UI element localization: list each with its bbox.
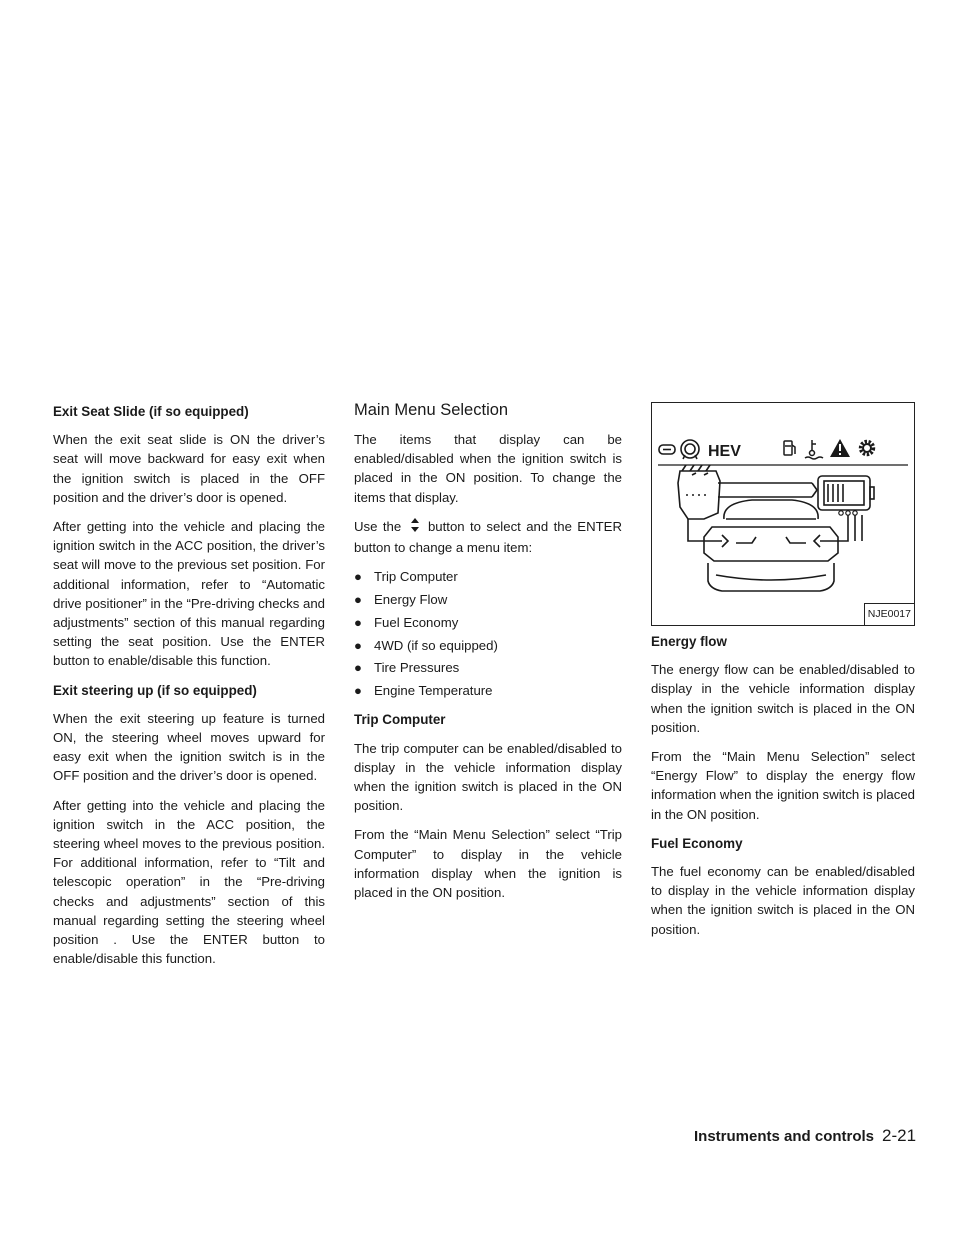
battery-icon	[818, 476, 874, 510]
text-fragment: button to select and the ENTER button to change a menu item:	[354, 518, 622, 556]
heading-exit-steering-up: Exit steering up (if so equipped)	[53, 682, 257, 698]
menu-item-list	[354, 567, 622, 700]
list-item: ● Tire Pressures	[354, 658, 622, 677]
warning-icon	[830, 439, 850, 457]
text-fragment: Use the	[354, 518, 402, 534]
right-column	[651, 402, 915, 949]
list-item: ● Trip Computer	[354, 567, 622, 586]
paragraph: After getting into the vehicle and placing the ignition switch in the ACC position, the driver’s seat will move to the previous set position. For additional information, refer to “Automatic drive positioner” in the “Pre-driving checks and adjustments” section of this manual regarding setting the seat position. Use the ENTER button to enable/disable this function.	[53, 519, 325, 669]
paragraph: The trip computer can be enabled/disabled to display in the vehicle information display when the ignition switch is placed in the ON position.	[354, 740, 622, 814]
paragraph: After getting into the vehicle and placing the ignition switch in the ACC position, the steering wheel moves to the previous position. For additional information, refer to “Tilt and telescopic operation” in the “Pre-driving checks and adjustments” section of this manual regarding setting the steering wheel position . Use the ENTER button to enable/disable this function.	[53, 797, 325, 967]
heading-exit-seat-slide: Exit Seat Slide (if so equipped)	[53, 404, 249, 419]
list-item: ● Engine Temperature	[354, 681, 622, 700]
energy-flow-diagram	[652, 403, 914, 625]
page-number: 2-21	[882, 1126, 917, 1145]
list-item: ● Fuel Economy	[354, 613, 622, 632]
left-column	[53, 402, 325, 978]
paragraph: The energy flow can be enabled/disabled to display in the vehicle information display when the ignition switch is placed in the ON position.	[651, 662, 915, 735]
list-item: ● Energy Flow	[354, 590, 622, 609]
section-title: Instruments and controls	[694, 1128, 875, 1145]
engine-icon	[678, 465, 720, 519]
bullet-icon: ●	[354, 660, 362, 676]
middle-column	[354, 402, 622, 912]
paragraph: The fuel economy can be enabled/disabled to display in the vehicle information display when the ignition switch is placed in the ON position.	[651, 864, 915, 937]
heading-fuel-economy: Fuel Economy	[651, 835, 743, 851]
up-down-arrow-icon	[407, 517, 423, 538]
page-footer	[694, 1126, 916, 1146]
paragraph-use-button	[354, 517, 622, 557]
paragraph: When the exit steering up feature is turned ON, the steering wheel moves upward for easy exit when the ignition switch is in the OFF position and the driver’s door is opened.	[53, 710, 325, 784]
hev-label: HEV	[708, 443, 741, 460]
bullet-icon: ●	[354, 683, 362, 699]
tire-icon	[681, 440, 699, 459]
energy-flow-figure	[651, 402, 915, 626]
bullet-icon: ●	[354, 569, 362, 585]
paragraph: When the exit seat slide is ON the driver’s seat will move backward for easy exit when the ignition switch is placed in the OFF position and the driver’s door is opened.	[53, 432, 325, 505]
bullet-icon: ●	[354, 592, 362, 608]
figure-code: NJE0017	[864, 603, 914, 625]
list-item: ● 4WD (if so equipped)	[354, 636, 622, 655]
steering-icon	[659, 445, 675, 454]
bullet-icon: ●	[354, 637, 362, 653]
bullet-icon: ●	[354, 614, 362, 630]
fuel-icon	[784, 441, 795, 455]
heading-main-menu-selection: Main Menu Selection	[354, 401, 509, 419]
paragraph: From the “Main Menu Selection” select “Energy Flow” to display the energy flow information when the ignition switch is placed in the ON position.	[651, 749, 915, 822]
temperature-icon	[805, 440, 823, 459]
gear-icon	[861, 442, 874, 455]
heading-energy-flow: Energy flow	[651, 634, 727, 649]
paragraph: From the “Main Menu Selection” select “Trip Computer” to display in the vehicle information display when the ignition is placed in the ON position.	[354, 827, 622, 901]
energy-pipe	[718, 483, 817, 497]
heading-trip-computer: Trip Computer	[354, 712, 446, 728]
paragraph: The items that display can be enabled/disabled when the ignition switch is placed in the ON position. To change the items that display.	[354, 432, 622, 505]
